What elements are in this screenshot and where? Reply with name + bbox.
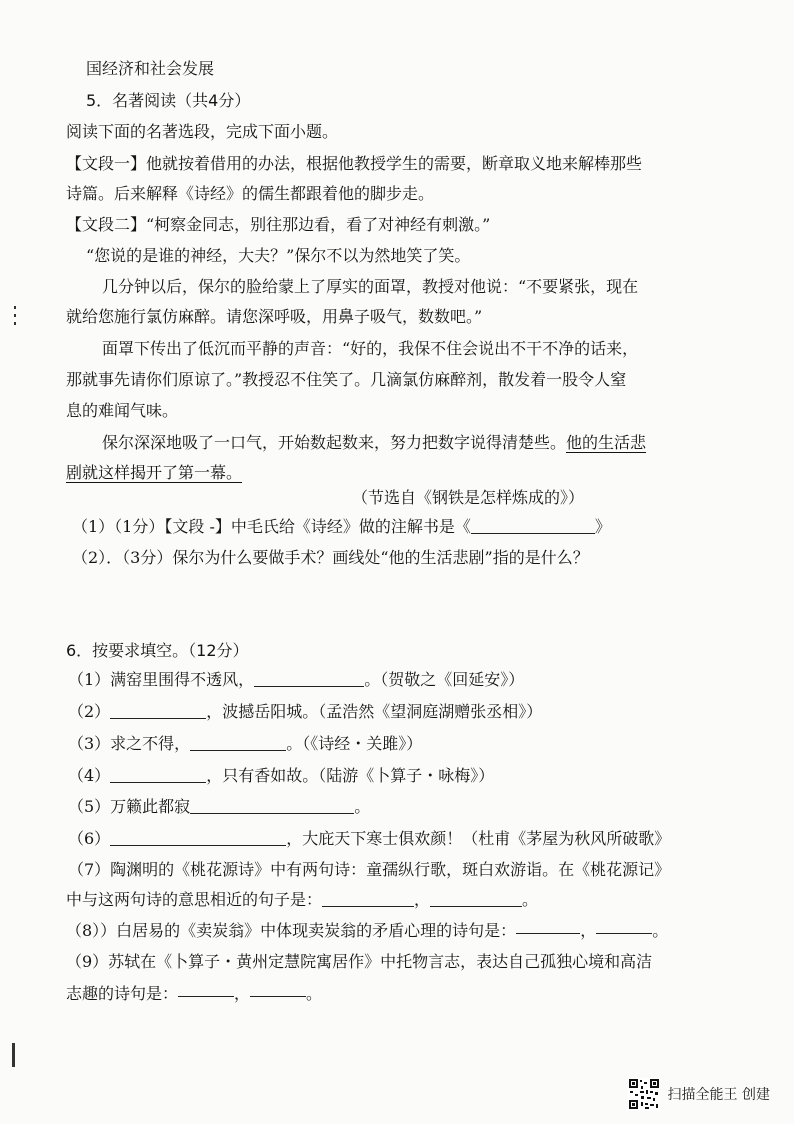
answer-blank[interactable] <box>516 923 580 934</box>
q5-sub1-text: （1）（1分）【文段 -】中毛氏给《诗经》做的注解书是《 <box>72 517 471 536</box>
answer-blank[interactable] <box>110 766 206 783</box>
q6-item8-sep: ， <box>580 921 597 940</box>
q6-item7-sep: ， <box>414 890 431 909</box>
seg2-para4-line1 <box>102 432 646 454</box>
q6-item7-end: 。 <box>522 890 539 909</box>
seg2-para3-line1: 面罩下传出了低沉而平静的声音：“好的，我保不住会说出不干不净的话来， <box>102 339 639 358</box>
q6-item8-pre: （8））白居易的《卖炭翁》中体现卖炭翁的矛盾心理的诗句是： <box>66 921 517 940</box>
q6-item9-sep: ， <box>234 984 251 1003</box>
q6-item5-post: 。 <box>354 797 371 816</box>
answer-blank[interactable] <box>250 986 306 997</box>
q6-item9-line1: （9）苏轼在《卜算子・黄州定慧院寓居作》中托物言志，表达自己孤独心境和高洁 <box>66 952 653 971</box>
source-citation: （节选自《钢铁是怎样炼成的》） <box>352 488 585 507</box>
continuation-text: 国经济和社会发展 <box>86 59 215 78</box>
q6-item3-post: 。（《诗经・关雎》） <box>286 734 423 753</box>
answer-blank[interactable] <box>254 670 364 687</box>
para4-underlined-end: 剧就这样揭开了第一幕。 <box>66 463 243 482</box>
seg2-para1: “您说的是谁的神经，大夫？”保尔不以为然地笑了笑。 <box>86 246 471 265</box>
answer-blank[interactable] <box>190 734 286 751</box>
q6-item3-pre: （3）求之不得， <box>68 734 191 753</box>
q6-item8 <box>66 920 668 942</box>
seg1-line1: 【文段一】他就按着借用的办法，根据他教授学生的需要，断章取义地来解棒那些 <box>66 154 643 173</box>
q6-item4-pre: （4） <box>68 766 111 785</box>
answer-blank[interactable] <box>110 702 206 719</box>
seg2-line1: 【文段二】“柯察金同志，别往那边看，看了对神经有刺激。” <box>66 215 491 234</box>
q6-item4 <box>68 765 494 787</box>
answer-blank[interactable] <box>178 986 234 997</box>
seg2-para2-line1: 几分钟以后，保尔的脸给蒙上了厚实的面罩，教授对他说：“不要紧张，现在 <box>102 277 639 296</box>
seg2-para3-line2: 那就事先请你们原谅了。”教授忍不住笑了。几滴氯仿麻醉剂，散发着一股令人窒 <box>66 370 627 389</box>
seg1-line2: 诗篇。后来解释《诗经》的儒生都跟着他的脚步走。 <box>66 184 435 203</box>
answer-blank[interactable] <box>596 923 652 934</box>
answer-blank[interactable] <box>430 890 522 907</box>
scan-mark <box>14 306 16 309</box>
q6-item7-pre: 中与这两句诗的意思相近的句子是： <box>66 890 323 909</box>
q6-item5-pre: （5）万籁此都寂 <box>68 797 191 816</box>
q5-instruction: 阅读下面的名著选段，完成下面小题。 <box>66 122 339 141</box>
seg2-para3-line3: 息的难闻气味。 <box>66 401 179 420</box>
q6-item8-end: 。 <box>652 921 669 940</box>
q5-sub1-close: 》 <box>594 517 611 536</box>
q6-item3 <box>68 733 422 755</box>
answer-blank[interactable] <box>322 890 414 907</box>
scanner-app-label: 扫描全能王 创建 <box>667 1087 770 1103</box>
q6-item6-post: ，大庇天下寒士俱欢颜！（杜甫《茅屋为秋风所破歌》 <box>286 829 671 848</box>
q6-item1-post: 。（贺敬之《回延安》） <box>364 670 525 689</box>
q6-item7-line1: （7）陶渊明的《桃花源诗》中有两句诗：童孺纵行歌，斑白欢游诣。在《桃花源记》 <box>68 860 671 879</box>
para4-plain: 保尔深深地吸了一口气，开始数起数来，努力把数字说得清楚些。 <box>102 433 567 452</box>
q6-item6-pre: （6） <box>68 829 111 848</box>
answer-blank[interactable] <box>471 517 595 534</box>
para4-underlined-start: 他的生活悲 <box>566 433 647 452</box>
answer-blank[interactable] <box>190 797 354 814</box>
q6-item2-post: ，波撼岳阳城。（孟浩然《望洞庭湖赠张丞相》） <box>206 702 543 721</box>
q5-heading: 5．名著阅读（共4分） <box>86 91 251 110</box>
scanner-watermark <box>628 1078 770 1110</box>
scan-mark <box>14 314 16 317</box>
answer-blank[interactable] <box>110 829 286 846</box>
q6-item1-pre: （1）满窑里围得不透风， <box>68 670 255 689</box>
q6-item2 <box>68 701 542 723</box>
q6-item7-line2 <box>66 889 538 911</box>
q6-item6 <box>68 828 670 850</box>
qr-code-icon <box>628 1078 660 1110</box>
scan-mark <box>14 322 16 325</box>
q6-item9-pre: 志趣的诗句是： <box>66 984 179 1003</box>
seg2-para2-line2: 就给您施行氯仿麻醉。请您深呼吸，用鼻子吸气，数数吧。” <box>66 307 483 326</box>
q6-item9-line2 <box>66 983 322 1005</box>
scan-mark <box>12 1043 15 1067</box>
q5-sub1 <box>72 516 611 538</box>
q6-item4-post: ，只有香如故。（陆游《卜算子・咏梅》） <box>206 766 495 785</box>
q6-item5 <box>68 796 370 818</box>
q6-item2-pre: （2） <box>68 702 111 721</box>
q5-sub2: （2）．（3分）保尔为什么要做手术？画线处“他的生活悲剧”指的是什么？ <box>72 548 589 567</box>
q6-item9-end: 。 <box>306 984 323 1003</box>
q6-heading: 6．按要求填空。（12分） <box>66 641 249 660</box>
seg2-para4-line2 <box>66 462 242 484</box>
q6-item1 <box>68 669 524 691</box>
